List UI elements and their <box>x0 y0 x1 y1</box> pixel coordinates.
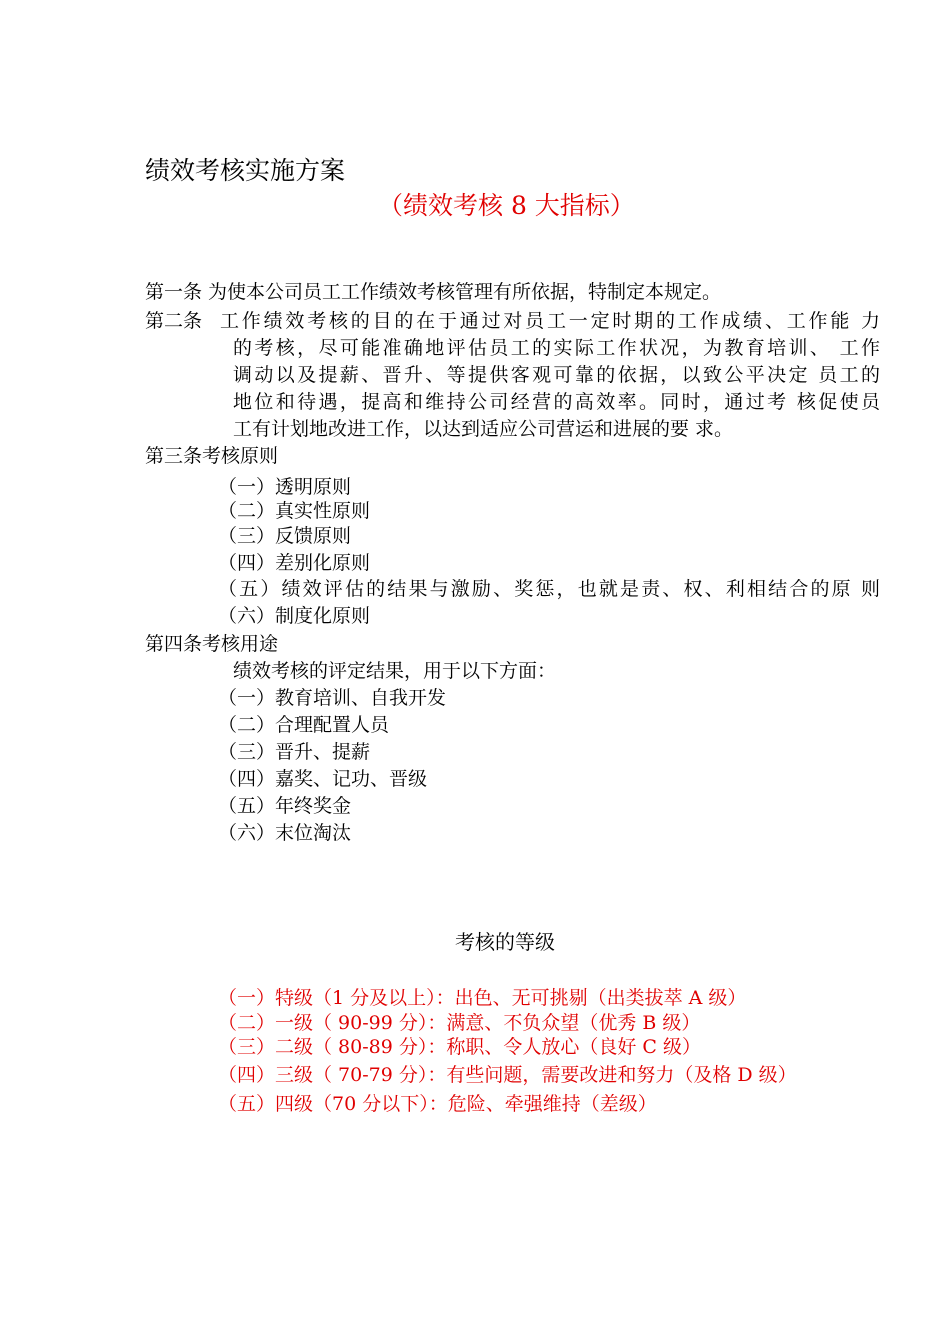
grades-heading: 考核的等级 <box>455 930 555 954</box>
usage-item: （三）晋升、提薪 <box>218 741 371 763</box>
usage-item: （一）教育培训、自我开发 <box>218 687 447 709</box>
grade-item: （四）三级（ 70-79 分）：有些问题，需要改进和努力（及格 D 级） <box>218 1064 797 1086</box>
usage-item: （六）末位淘汰 <box>218 822 352 844</box>
article-2-line: 工有计划地改进工作，以达到适应公司营运和进展的要 求。 <box>233 418 734 440</box>
usage-item: （五）年终奖金 <box>218 795 352 817</box>
principle-item: （五）绩效评估的结果与激励、奖惩，也就是责、权、利相结合的原 则 <box>218 578 880 600</box>
article-4-intro: 绩效考核的评定结果，用于以下方面： <box>233 660 557 682</box>
document-title: 绩效考核实施方案 <box>145 156 346 185</box>
principle-item: （三）反馈原则 <box>218 525 352 547</box>
principle-item: （二）真实性原则 <box>218 500 371 522</box>
principle-item: （一）透明原则 <box>218 476 352 498</box>
article-3-heading: 第三条考核原则 <box>145 445 279 467</box>
article-2-label: 第二条 <box>145 310 203 332</box>
usage-item: （四）嘉奖、记功、晋级 <box>218 768 428 790</box>
grade-item: （五）四级（70 分以下）：危险、牵强维持（差级） <box>218 1093 657 1115</box>
document-subtitle: （绩效考核 8 大指标） <box>378 191 635 220</box>
principle-item: （四）差别化原则 <box>218 552 371 574</box>
grade-item: （三）二级（ 80-89 分）：称职、令人放心（良好 C 级） <box>218 1036 701 1058</box>
grade-item: （二）一级（ 90-99 分）：满意、不负众望（优秀 B 级） <box>218 1012 701 1034</box>
usage-item: （二）合理配置人员 <box>218 714 390 736</box>
article-2-line: 工作绩效考核的目的在于通过对员工一定时期的工作成绩、工作能 力 <box>220 310 880 332</box>
article-1: 第一条 为使本公司员工工作绩效考核管理有所依据，特制定本规定。 <box>145 281 722 303</box>
grade-item: （一）特级（1 分及以上）：出色、无可挑剔（出类拔萃 A 级） <box>218 987 747 1009</box>
article-4-heading: 第四条考核用途 <box>145 633 279 655</box>
article-2-line: 的考核，尽可能准确地评估员工的实际工作状况，为教育培训、 工作 <box>233 337 880 359</box>
article-2-line: 调动以及提薪、晋升、等提供客观可靠的依据，以致公平决定 员工的 <box>233 364 880 386</box>
article-2-line: 地位和待遇，提高和维持公司经营的高效率。同时，通过考 核促使员 <box>233 391 880 413</box>
principle-item: （六）制度化原则 <box>218 605 371 627</box>
